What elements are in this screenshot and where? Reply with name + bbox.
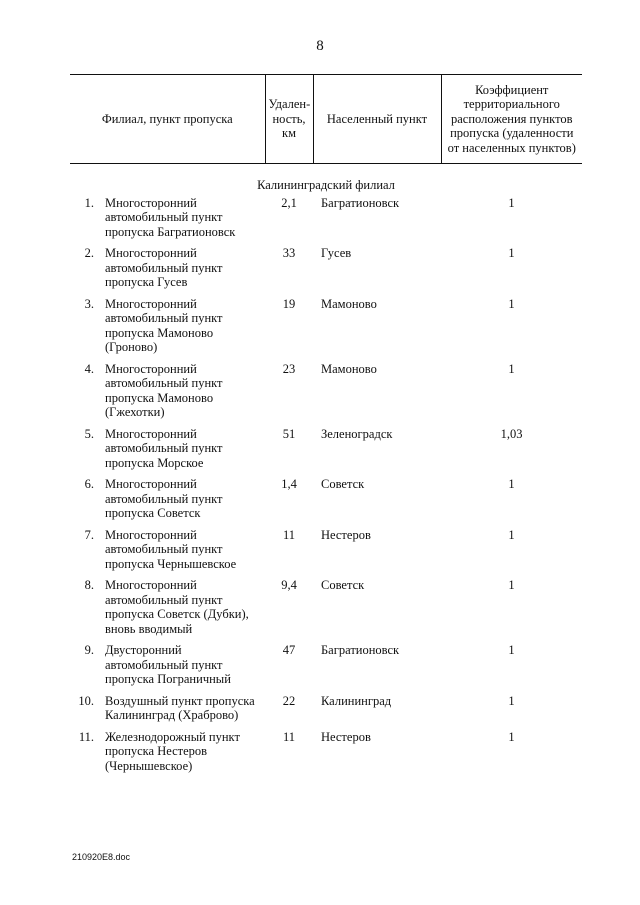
footer-filename: 210920E8.doc: [72, 852, 131, 862]
coefficient-value: 1: [508, 527, 515, 542]
row-number: 7.: [84, 527, 94, 542]
checkpoints-table-container: [70, 74, 582, 780]
distance-value: 2,1: [281, 195, 297, 210]
checkpoint-name: Многосторонний автомобильный пункт пропуска Мамоново (Гроново): [105, 296, 223, 354]
coefficient-value: 1: [508, 296, 515, 311]
table-row: [70, 246, 582, 297]
section-title: Калининградский филиал: [257, 178, 395, 192]
settlement-name: Багратионовск: [321, 643, 400, 657]
row-number: 3.: [84, 296, 94, 311]
distance-value: 47: [282, 643, 296, 657]
distance-value: 11: [282, 527, 296, 542]
table-header: [70, 75, 582, 164]
table-body: [70, 164, 582, 781]
table-row: [70, 578, 582, 643]
settlement-name: Зеленоградск: [321, 426, 393, 441]
row-number: 8.: [84, 578, 94, 592]
checkpoint-name: Многосторонний автомобильный пункт пропуска Советск: [105, 477, 223, 520]
row-number: 11.: [78, 729, 94, 744]
checkpoint-name: Воздушный пункт пропуска Калининград (Храброво): [105, 693, 255, 722]
distance-value: 9,4: [281, 578, 297, 592]
table-row: [70, 694, 582, 730]
header-city: Населенный пункт: [313, 75, 441, 164]
checkpoint-name: Железнодорожный пункт пропуска Нестеров (Чернышевское): [105, 729, 240, 773]
row-number: 5.: [84, 426, 94, 441]
table-row: [70, 730, 582, 781]
table-row: [70, 427, 582, 478]
settlement-name: Калининград: [321, 693, 392, 708]
checkpoints-table: [70, 74, 582, 780]
settlement-name: Нестеров: [321, 527, 371, 542]
coefficient-value: 1: [508, 361, 515, 376]
distance-value: 22: [282, 693, 296, 708]
checkpoint-name: Двусторонний автомобильный пункт пропуска Пограничный: [105, 643, 231, 686]
checkpoint-name: Многосторонний автомобильный пункт пропуска Мамоново (Гжехотки): [105, 361, 223, 419]
checkpoint-name: Многосторонний автомобильный пункт пропуска Чернышевское: [105, 527, 237, 571]
coefficient-value: 1: [508, 729, 515, 744]
settlement-name: Мамоново: [321, 361, 377, 376]
table-row: [70, 528, 582, 579]
page-number: 8: [316, 38, 324, 54]
distance-value: 11: [282, 729, 296, 744]
row-number: 2.: [84, 246, 94, 260]
checkpoint-name: Многосторонний автомобильный пункт пропуска Багратионовск: [105, 195, 236, 239]
row-number: 1.: [84, 195, 94, 210]
header-coefficient: Коэффициент территориального расположения пунктов пропуска (удаленности от населенных пунктов): [441, 75, 582, 164]
row-number: 10.: [78, 693, 94, 708]
settlement-name: Мамоново: [321, 296, 377, 311]
coefficient-value: 1: [508, 693, 515, 708]
distance-value: 19: [282, 296, 296, 311]
coefficient-value: 1: [508, 578, 515, 592]
coefficient-value: 1: [508, 643, 515, 657]
table-row: [70, 196, 582, 247]
checkpoint-name: Многосторонний автомобильный пункт пропуска Морское: [105, 426, 223, 470]
settlement-name: Багратионовск: [321, 195, 400, 210]
checkpoint-name: Многосторонний автомобильный пункт пропуска Гусев: [105, 246, 223, 289]
settlement-name: Советск: [321, 477, 365, 491]
distance-value: 33: [282, 246, 296, 260]
distance-value: 1,4: [281, 477, 297, 491]
row-number: 9.: [84, 643, 94, 657]
table-row: [70, 477, 582, 528]
distance-value: 23: [282, 361, 296, 376]
table-row: [70, 362, 582, 427]
header-distance: Удален-ность, км: [265, 75, 313, 164]
settlement-name: Нестеров: [321, 729, 371, 744]
table-row: [70, 643, 582, 694]
coefficient-value: 1: [508, 477, 515, 491]
coefficient-value: 1,03: [500, 426, 523, 441]
coefficient-value: 1: [508, 246, 515, 260]
section-row: [70, 164, 582, 196]
coefficient-value: 1: [508, 195, 515, 210]
checkpoint-name: Многосторонний автомобильный пункт пропуска Советск (Дубки), вновь вводимый: [105, 578, 249, 636]
row-number: 6.: [84, 477, 94, 491]
distance-value: 51: [282, 426, 296, 441]
table-row: [70, 297, 582, 362]
settlement-name: Советск: [321, 578, 365, 592]
header-name: Филиал, пункт пропуска: [70, 75, 265, 164]
row-number: 4.: [84, 361, 94, 376]
settlement-name: Гусев: [321, 246, 352, 260]
